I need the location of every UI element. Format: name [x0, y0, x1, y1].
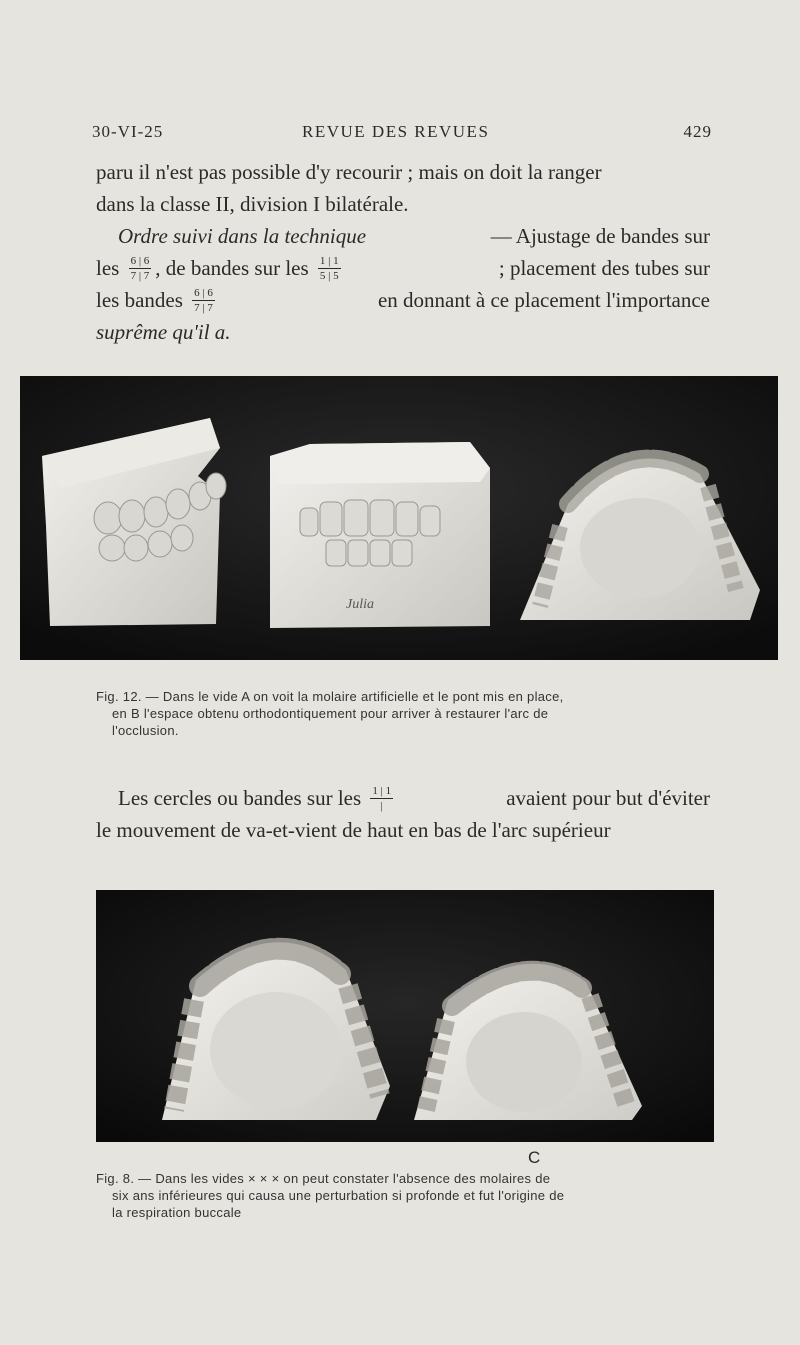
running-header	[92, 122, 712, 148]
caption-line	[96, 705, 712, 722]
caption-line	[96, 688, 712, 705]
text-span: — Ajustage de bandes sur	[490, 224, 710, 248]
fraction-den: 5 | 5	[319, 269, 339, 282]
text-span: en donnant à ce placement l'importance	[377, 288, 710, 312]
caption-line	[96, 1170, 712, 1187]
text-span: en B l'espace obtenu orthodontiquement pour arriver à restaurer l'arc de	[112, 706, 549, 721]
fraction-num: 1 | 1	[372, 784, 392, 797]
figure-12-photo	[20, 376, 778, 660]
header-title: REVUE DES REVUES	[302, 122, 490, 141]
text-span: la respiration buccale	[112, 1205, 242, 1220]
text-span: dans la classe II, division I bilatérale.	[96, 192, 409, 216]
fraction-den: 7 | 7	[194, 301, 213, 314]
fraction-num: 6 | 6	[194, 286, 213, 299]
dental-arches-illustration	[96, 890, 714, 1142]
text-line	[96, 220, 710, 252]
text-span: Fig. 8. — Dans les vides × × × on peut constater l'absence des molaires de	[96, 1171, 551, 1186]
caption-line	[96, 1187, 712, 1204]
figure-8-caption	[96, 1170, 712, 1221]
page-number: 429	[683, 122, 712, 141]
dental-fraction	[192, 287, 215, 314]
text-span: les bandes	[96, 288, 183, 312]
figure-label-c: C	[528, 1148, 541, 1167]
text-span: , de bandes sur les	[155, 256, 309, 280]
text-line	[96, 156, 710, 188]
paragraph-2	[96, 782, 710, 846]
paragraph-1	[96, 156, 710, 348]
cast-front-view	[270, 442, 490, 628]
dental-fraction	[318, 255, 341, 282]
text-span: six ans inférieures qui causa une perturbation si profonde et fut l'origine de	[112, 1188, 565, 1203]
dental-casts-illustration	[20, 376, 778, 660]
text-line	[96, 782, 710, 814]
text-line	[96, 252, 710, 284]
text-line	[96, 316, 710, 348]
text-span: l'occlusion.	[112, 723, 179, 738]
caption-line	[96, 1204, 712, 1221]
italic-heading: Ordre suivi dans la technique	[118, 224, 367, 248]
fraction-den: |	[380, 799, 383, 812]
figure-12-caption	[96, 688, 712, 739]
text-span: ; placement des tubes sur	[498, 256, 710, 280]
cast-label: Julia	[346, 597, 374, 612]
fraction-num: 1 | 1	[319, 254, 339, 267]
dental-fraction	[129, 255, 152, 282]
fraction-num: 6 | 6	[130, 254, 150, 267]
header-date: 30-VI-25	[92, 122, 164, 141]
text-span: les	[96, 256, 120, 280]
figure-8-photo	[96, 890, 714, 1142]
text-span: avaient pour but d'éviter	[506, 786, 710, 810]
text-line	[96, 814, 710, 846]
text-span: Les cercles ou bandes sur les	[118, 786, 362, 810]
caption-line	[96, 722, 712, 739]
text-span: le mouvement de va-et-vient de haut en bas de l'arc supérieur	[96, 818, 611, 842]
dental-fraction	[370, 785, 393, 812]
text-span: suprême qu'il a.	[96, 320, 231, 344]
text-line	[96, 188, 710, 220]
text-span: paru il n'est pas possible d'y recourir ; mais on doit la ranger	[96, 160, 602, 184]
text-line	[96, 284, 710, 316]
fraction-den: 7 | 7	[130, 269, 150, 282]
text-span: Fig. 12. — Dans le vide A on voit la molaire artificielle et le pont mis en place,	[96, 689, 564, 704]
